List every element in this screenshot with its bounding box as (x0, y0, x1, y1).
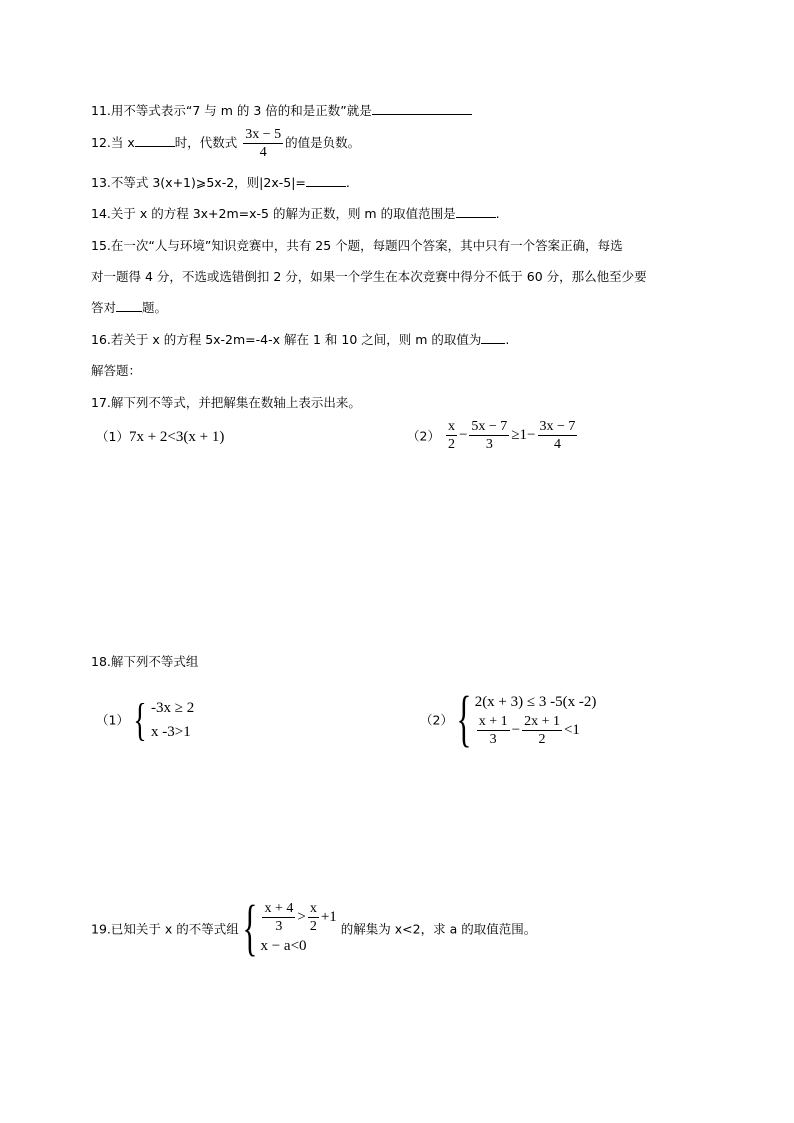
fraction (308, 900, 319, 935)
question-15-line-1: 15.在一次“人与环境”知识竞赛中，共有 25 个题，每题四个答案，其中只有一个答案正确，每选 (91, 238, 623, 253)
system-row (260, 900, 336, 935)
fraction (477, 713, 510, 748)
inequality-system (260, 900, 336, 957)
fraction-numerator: x (309, 901, 317, 916)
system-row: 2(x + 3) ≤ 3 -5(x -2) (474, 694, 597, 710)
operator: > (297, 909, 306, 925)
fraction (469, 418, 509, 453)
question-15-line-2: 对一题得 4 分，不选或选错倒扣 2 分，如果一个学生在本次竞赛中得分不低于 60 分，那么他至少要 (91, 269, 647, 284)
question-18-title: 18.解下列不等式组 (91, 654, 199, 669)
question-12-suffix: 的值是负数。 (285, 135, 361, 150)
fraction (538, 418, 578, 453)
fraction-numerator: x (447, 419, 455, 434)
operator: − (511, 722, 521, 738)
question-17-part-1 (96, 427, 224, 447)
question-18-part-2 (420, 684, 596, 755)
period: . (505, 332, 510, 347)
system-row: -3x ≥ 2 (151, 699, 195, 716)
period: . (495, 206, 500, 221)
fraction (446, 418, 457, 453)
operator: <1 (563, 722, 580, 738)
operator: − (458, 427, 468, 443)
question-11 (91, 101, 472, 121)
inequality-system (475, 691, 597, 748)
question-11-text: 11.用不等式表示“7 与 m 的 3 倍的和是正数”就是 (91, 103, 372, 118)
fraction-denominator: 3 (275, 919, 283, 934)
fraction (262, 900, 295, 935)
question-12-mid: 时，代数式 (174, 135, 238, 150)
fraction-denominator: 2 (309, 919, 317, 934)
question-16 (91, 330, 509, 350)
answer-blank (135, 133, 175, 147)
fraction-denominator: 3 (485, 437, 493, 452)
question-12 (91, 126, 360, 161)
question-15-line-3-end: 题。 (142, 300, 168, 315)
question-13 (91, 173, 350, 193)
system-row (475, 713, 597, 748)
fraction-numerator: 3x − 7 (539, 419, 576, 434)
question-19-suffix: 的解集为 x<2，求 a 的取值范围。 (340, 921, 537, 937)
inequality: 7x + 2<3(x + 1) (128, 429, 225, 445)
left-brace: { (133, 694, 147, 745)
fraction-numerator: 5x − 7 (471, 419, 508, 434)
fraction-denominator: 2 (447, 437, 455, 452)
system-row: x − a<0 (260, 938, 307, 954)
question-15-line-3-start: 答对 (91, 300, 117, 315)
fraction-numerator: 2x + 1 (524, 714, 560, 729)
answer-blank (456, 204, 496, 218)
question-16-text: 16.若关于 x 的方程 5x-2m=-4-x 解在 1 和 10 之间，则 m 的取值为 (91, 332, 482, 347)
question-17-part-2 (407, 418, 579, 453)
answer-blank (372, 101, 472, 115)
fraction-denominator: 4 (553, 437, 561, 452)
operator: +1 (320, 909, 337, 925)
fraction-numerator: x + 1 (478, 714, 508, 729)
fraction-denominator: 3 (489, 732, 497, 747)
question-18-part-1 (96, 693, 194, 746)
left-brace: { (242, 894, 258, 962)
inequality-system (151, 696, 194, 744)
part-label: （1） (96, 712, 129, 728)
part-label: （1） (96, 429, 129, 444)
section-heading: 解答题： (91, 363, 142, 378)
question-12-prefix: 12.当 x (91, 135, 135, 150)
part-label: （2） (407, 428, 440, 444)
answer-blank (116, 298, 142, 312)
fraction (243, 126, 283, 161)
system-row: x -3>1 (151, 723, 191, 740)
question-15-line-3 (91, 298, 167, 318)
question-19-prefix: 19.已知关于 x 的不等式组 (91, 921, 239, 937)
question-13-text: 13.不等式 3(x+1)⩾5x-2，则|2x-5|= (91, 175, 306, 190)
fraction-numerator: 3x − 5 (245, 127, 282, 142)
answer-blank (306, 173, 346, 187)
fraction-numerator: x + 4 (264, 901, 294, 916)
fraction-denominator: 2 (538, 732, 546, 747)
fraction (522, 713, 562, 748)
question-17-title: 17.解下列不等式，并把解集在数轴上表示出来。 (91, 395, 361, 410)
question-19 (91, 893, 536, 964)
part-label: （2） (420, 712, 453, 728)
answer-blank (481, 330, 505, 344)
operator: ≥1− (511, 427, 536, 443)
question-14 (91, 204, 500, 224)
question-14-text: 14.关于 x 的方程 3x+2m=x-5 的解为正数，则 m 的取值范围是 (91, 206, 456, 221)
fraction-denominator: 4 (259, 145, 267, 160)
left-brace: { (456, 685, 472, 753)
period: . (345, 175, 350, 190)
